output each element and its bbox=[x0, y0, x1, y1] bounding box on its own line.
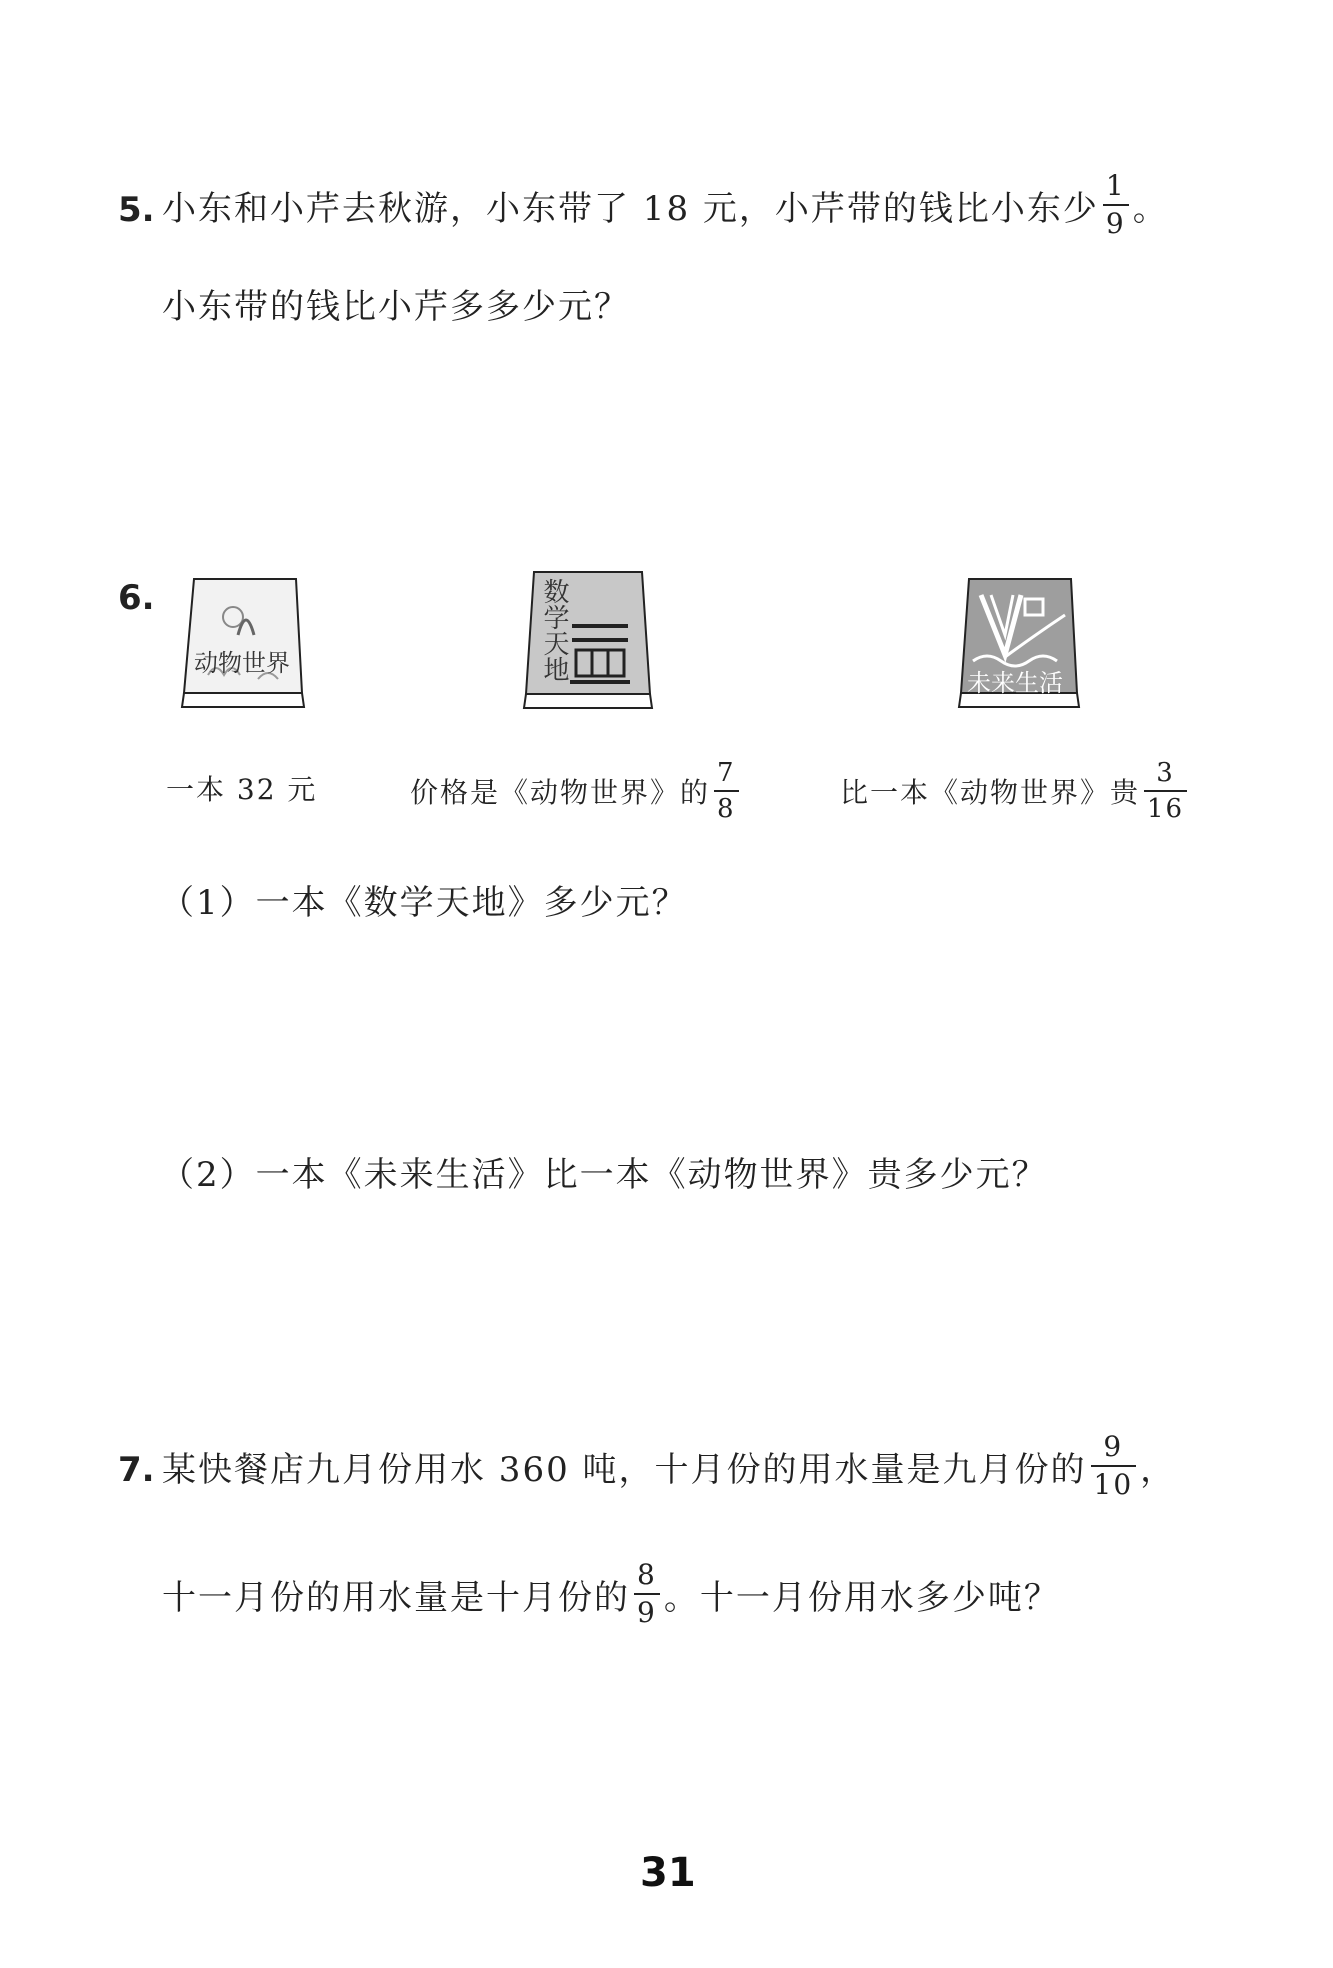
book-2-title: 数学天地 bbox=[539, 578, 569, 682]
fraction-bar bbox=[1144, 790, 1187, 792]
fraction-numerator: 3 bbox=[1156, 758, 1175, 788]
book-3-caption-text: 比一本《动物世界》贵 bbox=[840, 776, 1141, 809]
question-7-line-2 bbox=[162, 1548, 1060, 1640]
question-7-line-2-text: 十一月份的用水量是十月份的 bbox=[162, 1577, 630, 1618]
book-3-title: 未来生活 bbox=[967, 669, 1063, 697]
question-6-sub-1: （1）一本《数学天地》多少元？ bbox=[160, 882, 688, 923]
question-5-text-end: 。 bbox=[1132, 188, 1169, 229]
fraction-numerator: 1 bbox=[1105, 169, 1126, 202]
question-5-text: 小东和小芹去秋游，小东带了 18 元，小芹带的钱比小东少 bbox=[162, 188, 1099, 229]
fraction-denominator: 16 bbox=[1147, 794, 1185, 824]
question-5-line-2: 小东带的钱比小芹多多少元？ bbox=[162, 286, 630, 327]
book-1-title: 动物世界 bbox=[194, 649, 290, 677]
book-2-caption bbox=[410, 746, 743, 836]
fraction-bar bbox=[1091, 1465, 1137, 1467]
book-math-world bbox=[520, 568, 660, 716]
book-2-caption-fraction bbox=[714, 760, 739, 822]
book-3-caption bbox=[840, 746, 1191, 836]
fraction-bar bbox=[634, 1593, 660, 1595]
page-number: 31 bbox=[640, 1850, 696, 1896]
question-7-line-2-end: 。十一月份用水多少吨？ bbox=[663, 1577, 1060, 1618]
fraction-numerator: 9 bbox=[1103, 1430, 1124, 1463]
question-7-number: 7. bbox=[118, 1450, 155, 1490]
fraction-denominator: 9 bbox=[1105, 207, 1126, 240]
question-5-fraction bbox=[1103, 169, 1129, 240]
book-3-caption-fraction bbox=[1144, 760, 1187, 822]
fraction-denominator: 10 bbox=[1093, 1468, 1134, 1501]
book-future-life bbox=[955, 575, 1085, 715]
fraction-denominator: 8 bbox=[717, 794, 736, 824]
question-5-number: 5. bbox=[118, 190, 155, 230]
question-7-fraction-2 bbox=[634, 1558, 660, 1629]
fraction-bar bbox=[1103, 204, 1129, 206]
question-7-line-1 bbox=[162, 1420, 1176, 1512]
fraction-denominator: 9 bbox=[637, 1596, 657, 1629]
question-7-fraction-1 bbox=[1091, 1430, 1137, 1501]
question-6-sub-2: （2）一本《未来生活》比一本《动物世界》贵多少元？ bbox=[160, 1154, 1048, 1195]
question-6-number: 6. bbox=[118, 578, 155, 618]
question-7-text-end: ， bbox=[1140, 1449, 1177, 1490]
book-1-caption: 一本 32 元 bbox=[166, 773, 318, 806]
question-7-text: 某快餐店九月份用水 360 吨，十月份的用水量是九月份的 bbox=[162, 1449, 1087, 1490]
book-animal-world bbox=[178, 575, 308, 715]
fraction-numerator: 7 bbox=[717, 758, 736, 788]
fraction-bar bbox=[714, 790, 739, 792]
book-2-caption-text: 价格是《动物世界》的 bbox=[410, 776, 711, 809]
fraction-numerator: 8 bbox=[637, 1558, 657, 1591]
question-5-line-1 bbox=[162, 160, 1169, 250]
